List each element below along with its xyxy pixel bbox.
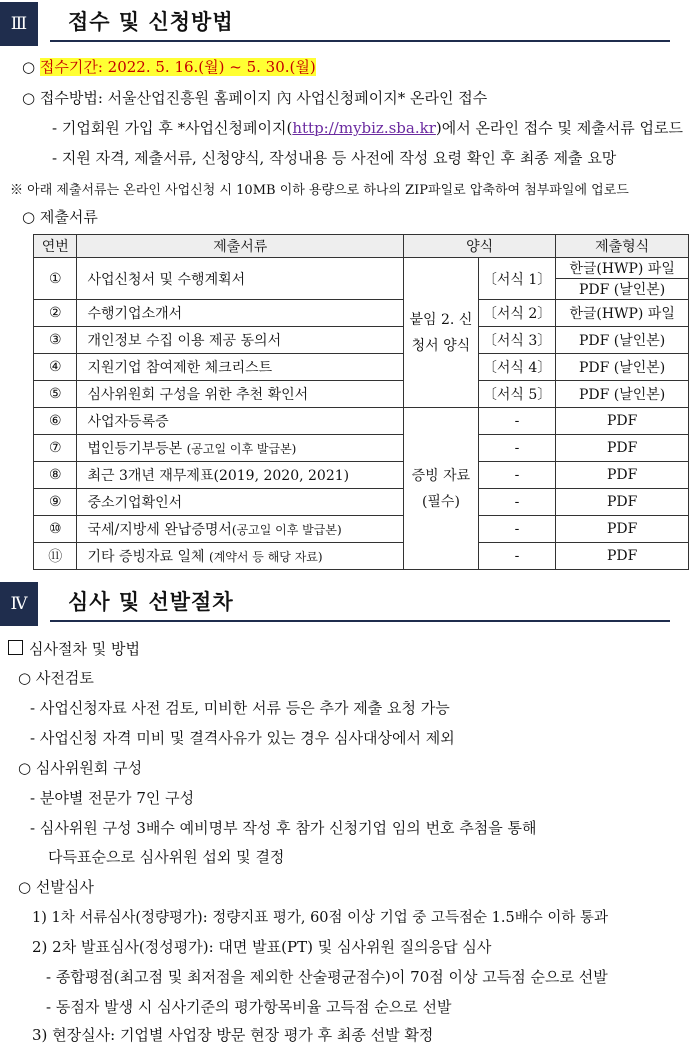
selection-step-3: 3) 현장실사: 기업별 사업장 방문 현장 평가 후 최종 선발 확정 — [32, 1026, 434, 1044]
doc-format: PDF (날인본) — [556, 354, 689, 381]
review-heading — [8, 638, 140, 659]
method-sub-1-pre: - 기업회원 가입 후 *사업신청페이지( — [52, 119, 293, 137]
committee-item-1: - 분야별 전문가 7인 구성 — [30, 789, 195, 807]
doc-format: PDF (날인본) — [556, 279, 689, 300]
selection-step-2-item-1: - 종합평점(최고점 및 최저점을 제외한 산술평균점수)이 70점 이상 고득점 순으로 선발 — [46, 968, 608, 986]
doc-name-note: (공고일 이후 발급본) — [186, 442, 297, 456]
form-ref: 〔서식 3〕 — [478, 327, 555, 354]
review-heading-text: 심사절차 및 방법 — [29, 640, 140, 658]
table-row — [34, 462, 689, 489]
col-header-form: 양식 — [404, 235, 556, 258]
form-ref: - — [478, 543, 555, 570]
doc-format: 한글(HWP) 파일 — [556, 258, 689, 279]
doc-name: 지원기업 참여제한 체크리스트 — [77, 354, 404, 381]
doc-format: 한글(HWP) 파일 — [556, 300, 689, 327]
doc-name: 중소기업확인서 — [77, 489, 404, 516]
table-row — [34, 354, 689, 381]
table-row — [34, 435, 689, 462]
doc-format: PDF — [556, 435, 689, 462]
method-sub-1 — [52, 117, 683, 138]
doc-format: PDF (날인본) — [556, 327, 689, 354]
doc-format: PDF — [556, 543, 689, 570]
form-ref: - — [478, 489, 555, 516]
form-ref: 〔서식 2〕 — [478, 300, 555, 327]
doc-format: PDF — [556, 516, 689, 543]
row-number: ④ — [34, 354, 77, 381]
doc-name-text: 법인등기부등본 — [87, 441, 183, 457]
table-row — [34, 489, 689, 516]
doc-name: 수행기업소개서 — [77, 300, 404, 327]
doc-format: PDF — [556, 462, 689, 489]
form-group-2: 증빙 자료 (필수) — [404, 408, 479, 570]
col-header-doc: 제출서류 — [77, 235, 404, 258]
row-number: ③ — [34, 327, 77, 354]
table-row — [34, 381, 689, 408]
form-ref: 〔서식 5〕 — [478, 381, 555, 408]
doc-name-text: 국세/지방세 완납증명서 — [87, 522, 232, 538]
doc-name: 사업자등록증 — [77, 408, 404, 435]
period-line — [22, 56, 316, 77]
doc-format: PDF — [556, 408, 689, 435]
doc-name-note: (공고일 이후 발급본) — [231, 523, 342, 537]
section-4-header — [0, 582, 700, 626]
row-number: ① — [34, 258, 77, 300]
section-4-title: 심사 및 선발절차 — [68, 590, 234, 614]
row-number: ⑨ — [34, 489, 77, 516]
form-ref: 〔서식 4〕 — [478, 354, 555, 381]
form-ref: - — [478, 462, 555, 489]
row-number: ⑤ — [34, 381, 77, 408]
doc-name: 사업신청서 및 수행계획서 — [77, 258, 404, 300]
table-row — [34, 543, 689, 570]
doc-name-note: (계약서 등 해당 자료) — [209, 550, 323, 564]
doc-format: PDF (날인본) — [556, 381, 689, 408]
application-period: 접수기간: 2022. 5. 16.(월) ~ 5. 30.(월) — [39, 58, 316, 76]
section-3-number: Ⅲ — [0, 2, 38, 46]
method-sub-1-post: )에서 온라인 접수 및 제출서류 업로드 — [435, 119, 683, 137]
row-number: ⑧ — [34, 462, 77, 489]
doc-name — [77, 543, 404, 570]
form-ref: - — [478, 408, 555, 435]
row-number: ⑦ — [34, 435, 77, 462]
form-ref: - — [478, 516, 555, 543]
period-bullet: ○ — [22, 58, 36, 76]
col-header-no: 연번 — [34, 235, 77, 258]
form-group-1: 붙임 2. 신청서 양식 — [404, 258, 479, 408]
method-sub-2: - 지원 자격, 제출서류, 신청양식, 작성내용 등 사전에 작성 요령 확인 후 최종 제출 요망 — [52, 149, 617, 167]
row-number: ⑩ — [34, 516, 77, 543]
doc-name: 심사위원회 구성을 위한 추천 확인서 — [77, 381, 404, 408]
table-header-row — [34, 235, 689, 258]
form-ref: - — [478, 435, 555, 462]
col-header-format: 제출형식 — [556, 235, 689, 258]
section-3-header — [0, 2, 700, 46]
checkbox-square-icon — [8, 640, 23, 655]
section-4-number: Ⅳ — [0, 582, 38, 626]
committee-heading: ○ 심사위원회 구성 — [18, 759, 143, 777]
committee-item-2: - 심사위원 구성 3배수 예비명부 작성 후 참가 신청기업 임의 번호 추첨을 통해 — [30, 819, 537, 837]
table-row — [34, 516, 689, 543]
section-4-underline — [50, 620, 670, 622]
doc-name-text: 기타 증빙자료 일체 — [87, 549, 205, 565]
selection-step-2-item-2: - 동점자 발생 시 심사기준의 평가항목비율 고득점 순으로 선발 — [46, 998, 452, 1016]
application-method: ○ 접수방법: 서울산업진흥원 홈페이지 內 사업신청페이지* 온라인 접수 — [22, 89, 488, 107]
upload-note: ※ 아래 제출서류는 온라인 사업신청 시 10MB 이하 용량으로 하나의 ZIP파일로 압축하여 첨부파일에 업로드 — [10, 183, 629, 198]
selection-step-1: 1) 1차 서류심사(정량평가): 정량지표 평가, 60점 이상 기업 중 고득점순 1.5배수 이하 통과 — [32, 910, 608, 926]
doc-format: PDF — [556, 489, 689, 516]
table-row — [34, 408, 689, 435]
table-row — [34, 258, 689, 279]
mybiz-link[interactable]: http://mybiz.sba.kr — [292, 119, 436, 137]
row-number: ⑪ — [34, 543, 77, 570]
pre-review-item-1: - 사업신청자료 사전 검토, 미비한 서류 등은 추가 제출 요청 가능 — [30, 699, 450, 717]
doc-name: 최근 3개년 재무제표(2019, 2020, 2021) — [77, 462, 404, 489]
row-number: ⑥ — [34, 408, 77, 435]
doc-name: 개인정보 수집 이용 제공 동의서 — [77, 327, 404, 354]
submission-docs-table — [33, 234, 689, 570]
pre-review-heading: ○ 사전검토 — [18, 669, 94, 687]
section-3-title: 접수 및 신청방법 — [68, 10, 234, 34]
doc-name — [77, 516, 404, 543]
docs-label: ○ 제출서류 — [22, 208, 98, 226]
doc-name — [77, 435, 404, 462]
committee-item-2-cont: 다득표순으로 심사위원 섭외 및 결정 — [48, 848, 285, 866]
selection-heading: ○ 선발심사 — [18, 878, 94, 896]
row-number: ② — [34, 300, 77, 327]
table-row — [34, 327, 689, 354]
form-ref: 〔서식 1〕 — [478, 258, 555, 300]
table-row — [34, 300, 689, 327]
selection-step-2: 2) 2차 발표심사(정성평가): 대면 발표(PT) 및 심사위원 질의응답 심사 — [32, 938, 492, 956]
section-3-underline — [50, 40, 670, 42]
pre-review-item-2: - 사업신청 자격 미비 및 결격사유가 있는 경우 심사대상에서 제외 — [30, 729, 455, 747]
